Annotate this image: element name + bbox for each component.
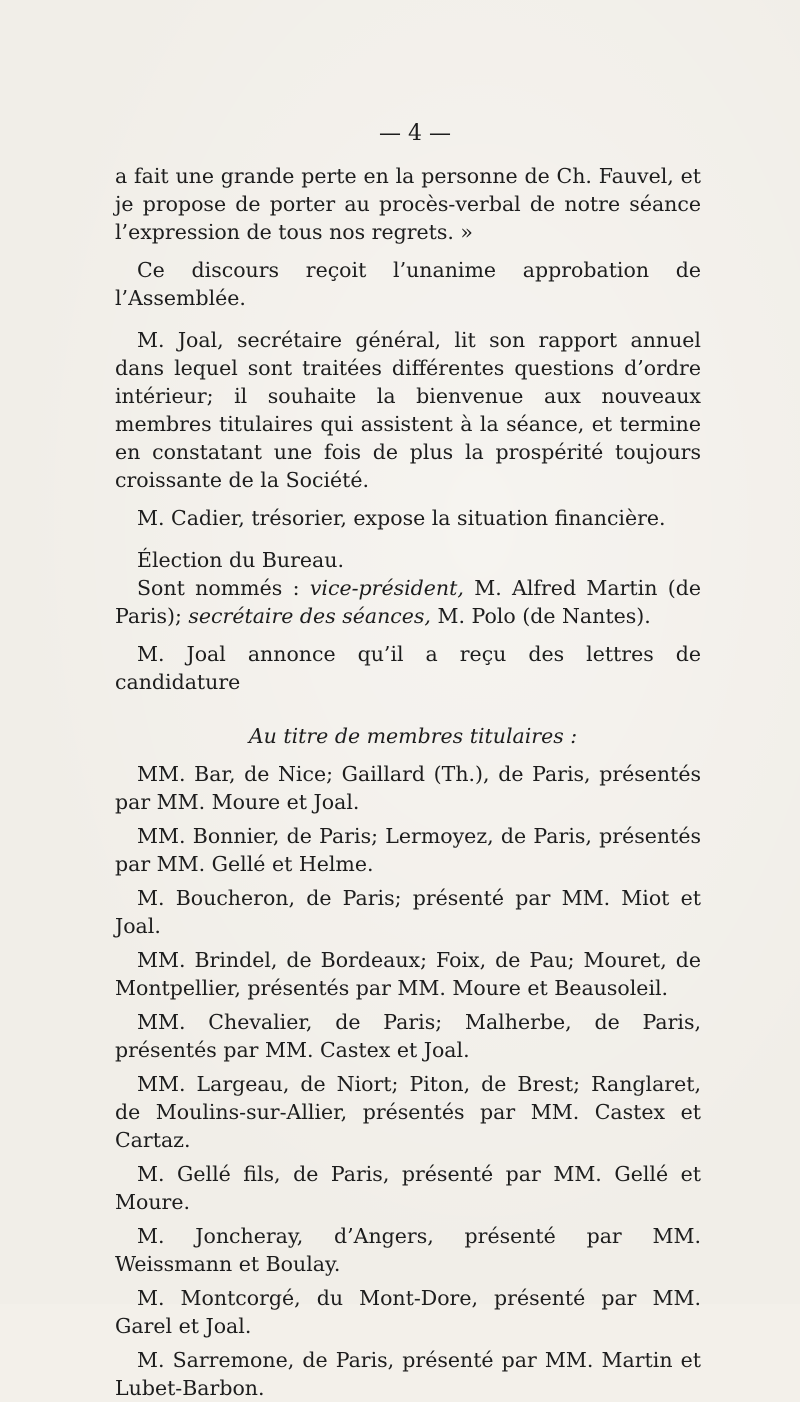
nominee-secretary: M. Polo (de Nantes).	[430, 604, 651, 628]
candidate-entry: MM. Bar, de Nice; Gaillard (Th.), de Paris, présentés par MM. Moure et Joal.	[115, 762, 701, 814]
candidate-entry: M. Sarremone, de Paris, présenté par MM. Martin et Lubet-Barbon.	[115, 1348, 701, 1400]
nominations-intro: Sont nommés :	[137, 576, 310, 600]
candidate-list	[115, 760, 701, 1402]
nominee-vice-president: M. Alfred Martin (de Paris);	[115, 576, 702, 628]
candidate-entry: MM. Chevalier, de Paris; Malherbe, de Paris, présentés par MM. Castex et Joal.	[115, 1010, 701, 1062]
role-vice-president: vice-président,	[309, 576, 464, 600]
paragraph-closing-speech: a fait une grande perte en la personne de Ch. Fauvel, et je propose de porter au procès-verbal de notre séance l’expression de tous nos regrets. »	[115, 164, 701, 244]
candidate-entry: MM. Brindel, de Bordeaux; Foix, de Pau; Mouret, de Montpellier, présentés par MM. Moure et Beausoleil.	[115, 948, 701, 1000]
candidate-entry: M. Joncheray, d’Angers, présenté par MM. Weissmann et Boulay.	[115, 1224, 701, 1276]
candidate-entry: MM. Largeau, de Niort; Piton, de Brest; Ranglaret, de Moulins-sur-Allier, présentés par MM. Castex et Cartaz.	[115, 1072, 701, 1152]
page-number: — 4 —	[379, 121, 451, 146]
candidate-entry: M. Gellé fils, de Paris, présenté par MM. Gellé et Moure.	[115, 1162, 701, 1214]
page-body	[115, 120, 701, 1402]
paragraph-candidacy-letters: M. Joal annonce qu’il a reçu des lettres de candidature	[115, 642, 701, 694]
paragraph-election-heading: Élection du Bureau.	[137, 548, 344, 572]
paragraph-nominations	[115, 574, 701, 630]
role-secretary: secrétaire des séances,	[188, 604, 431, 628]
section-heading: Au titre de membres titulaires :	[248, 724, 578, 748]
paragraph-annual-report: M. Joal, secrétaire général, lit son rapport annuel dans lequel sont traitées différentes questions d’ordre intérieur; il souhaite la bienvenue aux nouveaux membres titulaires qui assistent à la séance, et termine en constatant une fois de plus la prospérité toujours croissante de la Société.	[115, 328, 701, 492]
candidate-entry: M. Boucheron, de Paris; présenté par MM. Miot et Joal.	[115, 886, 701, 938]
paragraph-treasurer: M. Cadier, trésorier, expose la situation financière.	[137, 506, 666, 530]
candidate-entry: M. Montcorgé, du Mont-Dore, présenté par MM. Garel et Joal.	[115, 1286, 701, 1338]
paragraph-approval: Ce discours reçoit l’unanime approbation de l’Assemblée.	[115, 258, 701, 310]
candidate-entry: MM. Bonnier, de Paris; Lermoyez, de Paris, présentés par MM. Gellé et Helme.	[115, 824, 701, 876]
